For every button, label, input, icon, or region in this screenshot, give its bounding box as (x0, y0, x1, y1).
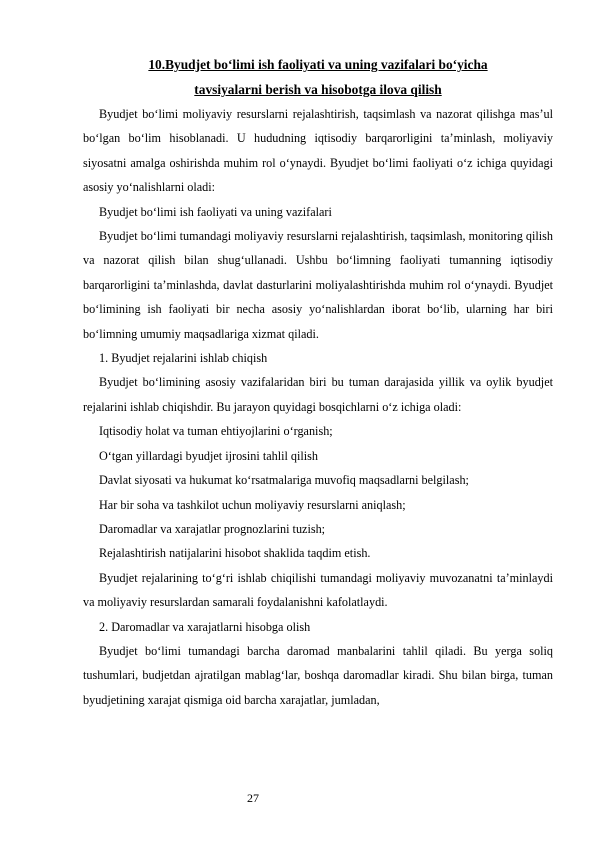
section-heading-1: 1. Byudjet rejalarini ishlab chiqish (99, 351, 268, 366)
document-title (83, 52, 553, 102)
page-number: 27 (247, 791, 259, 805)
document-page (83, 52, 553, 712)
list-item: Iqtisodiy holat va tuman ehtiyojlarini o‘rganish; (99, 424, 333, 439)
paragraph-plans: Byudjet bo‘limining asosiy vazifalaridan biri bu tuman darajasida yillik va oylik byudjet rejalarini ishlab chiqishdir. Bu jarayon quyidagi bosqichlarni o‘z ichiga oladi: (83, 375, 553, 414)
list-item: Davlat siyosati va hukumat ko‘rsatmalariga muvofiq maqsadlarni belgilash; (99, 473, 469, 488)
list-item: O‘tgan yillardagi byudjet ijrosini tahlil qilish (99, 448, 319, 463)
section-heading-2: 2. Daromadlar va xarajatlarni hisobga olish (99, 619, 311, 634)
list-item: Har bir soha va tashkilot uchun moliyaviy resurslarni aniqlash; (99, 497, 406, 512)
paragraph-balance: Byudjet rejalarining to‘g‘ri ishlab chiqilishi tumandagi moliyaviy muvozanatni ta’minlaydi va moliyaviy resurslardan samarali foydalanishni kafolatlaydi. (83, 570, 553, 610)
section-heading-functions: Byudjet bo‘limi ish faoliyati va uning vazifalari (99, 204, 332, 219)
paragraph-income: Byudjet bo‘limi tumandagi barcha daromad manbalarini tahlil qiladi. Bu yerga soliq tushumlari, budjetdan ajratilgan mablag‘lar, boshqa daromadlar kiradi. Shu bilan birga, tuman byudjetining xarajat qismiga oid barcha xarajatlar, jumladan, (83, 643, 553, 707)
title-line-2: tavsiyalarni berish va hisobotga ilova qilish (194, 82, 442, 97)
title-line-1: 10.Byudjet bo‘limi ish faoliyati va uning vazifalari bo‘yicha (148, 57, 488, 72)
paragraph-intro: Byudjet bo‘limi moliyaviy resurslarni rejalashtirish, taqsimlash va nazorat qilishga mas’ul bo‘lgan bo‘lim hisoblanadi. U hududning iqtisodiy barqarorligini ta’minlash, moliyaviy siyosatni amalga oshirishda muhim rol o‘ynaydi. Byudjet bo‘limi faoliyati o‘z ichiga quyidagi asosiy yo‘nalishlarni oladi: (83, 107, 553, 195)
paragraph-functions: Byudjet bo‘limi tumandagi moliyaviy resurslarni rejalashtirish, taqsimlash, monitoring qilish va nazorat qilish bilan shug‘ullanadi. Ushbu bo‘limning faoliyati tumanning iqtisodiy barqarorligini ta’minlashda, davlat dasturlarini moliyalashtirishda muhim rol o‘ynaydi. Byudjet bo‘limining ish faoliyati bir necha asosiy yo‘nalishlardan iborat bo‘lib, ularning har biri bo‘limning umumiy maqsadlariga xizmat qiladi. (83, 229, 553, 341)
list-item: Daromadlar va xarajatlar prognozlarini tuzish; (99, 521, 326, 536)
list-item: Rejalashtirish natijalarini hisobot shaklida taqdim etish. (99, 546, 371, 561)
